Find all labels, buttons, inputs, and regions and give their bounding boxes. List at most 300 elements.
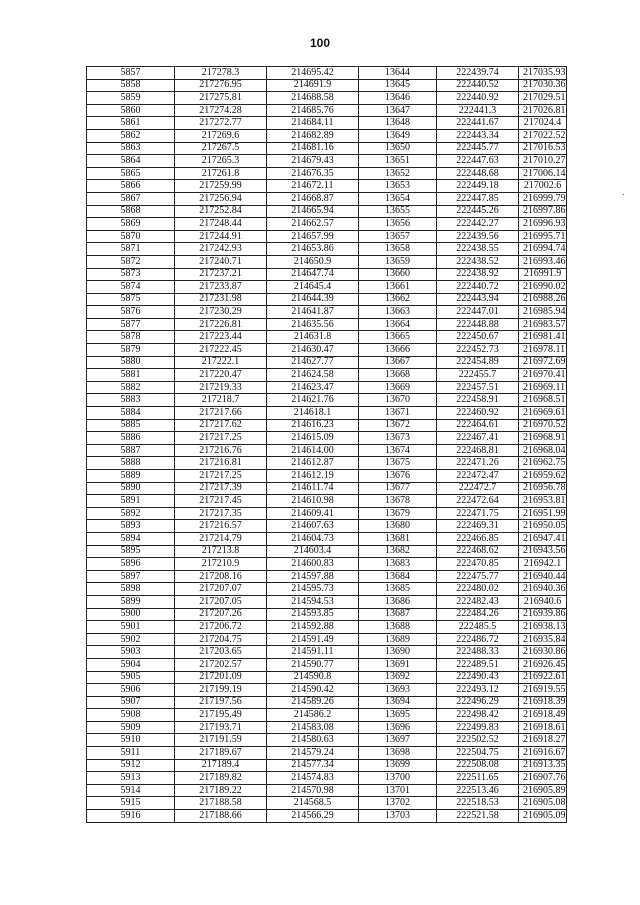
y-coordinate-b-cell: 216978.11	[519, 344, 567, 357]
coordinates-table-body	[87, 67, 567, 823]
x-coordinate-a-cell: 217252.84	[175, 205, 267, 218]
y-coordinate-b-cell: 216968.91	[519, 432, 567, 445]
y-coordinate-b-cell: 217026.81	[519, 104, 567, 117]
y-coordinate-a-cell: 214645.4	[267, 281, 359, 294]
table-row	[87, 495, 567, 508]
y-coordinate-a-cell: 214682.89	[267, 129, 359, 142]
x-coordinate-a-cell: 217217.25	[175, 470, 267, 483]
y-coordinate-a-cell: 214590.8	[267, 671, 359, 684]
point-number-b-cell: 13673	[359, 432, 437, 445]
table-row	[87, 129, 567, 142]
x-coordinate-b-cell: 222511.65	[437, 772, 519, 785]
table-row	[87, 621, 567, 634]
table-row	[87, 432, 567, 445]
table-row	[87, 293, 567, 306]
point-number-a-cell: 5892	[87, 507, 175, 520]
x-coordinate-a-cell: 217259.99	[175, 180, 267, 193]
x-coordinate-a-cell: 217207.05	[175, 595, 267, 608]
point-number-b-cell: 13672	[359, 419, 437, 432]
x-coordinate-a-cell: 217201.09	[175, 671, 267, 684]
x-coordinate-a-cell: 217210.9	[175, 558, 267, 571]
x-coordinate-b-cell: 222443.94	[437, 293, 519, 306]
point-number-a-cell: 5911	[87, 747, 175, 760]
x-coordinate-b-cell: 222504.75	[437, 747, 519, 760]
point-number-b-cell: 13652	[359, 167, 437, 180]
y-coordinate-b-cell: 216919.55	[519, 684, 567, 697]
point-number-a-cell: 5912	[87, 759, 175, 772]
point-number-b-cell: 13692	[359, 671, 437, 684]
point-number-a-cell: 5915	[87, 797, 175, 810]
table-row	[87, 671, 567, 684]
point-number-a-cell: 5881	[87, 369, 175, 382]
x-coordinate-b-cell: 222442.27	[437, 218, 519, 231]
y-coordinate-b-cell: 216996.93	[519, 218, 567, 231]
table-row	[87, 243, 567, 256]
y-coordinate-a-cell: 214615.09	[267, 432, 359, 445]
x-coordinate-b-cell: 222448.68	[437, 167, 519, 180]
y-coordinate-b-cell: 216970.41	[519, 369, 567, 382]
x-coordinate-a-cell: 217189.82	[175, 772, 267, 785]
x-coordinate-a-cell: 217189.67	[175, 747, 267, 760]
y-coordinate-a-cell: 214668.87	[267, 192, 359, 205]
point-number-b-cell: 13660	[359, 268, 437, 281]
x-coordinate-a-cell: 217244.91	[175, 230, 267, 243]
point-number-a-cell: 5910	[87, 734, 175, 747]
point-number-b-cell: 13648	[359, 117, 437, 130]
point-number-b-cell: 13650	[359, 142, 437, 155]
y-coordinate-a-cell: 214672.11	[267, 180, 359, 193]
table-row	[87, 381, 567, 394]
point-number-b-cell: 13659	[359, 255, 437, 268]
point-number-b-cell: 13695	[359, 709, 437, 722]
y-coordinate-a-cell: 214590.42	[267, 684, 359, 697]
point-number-b-cell: 13644	[359, 67, 437, 80]
x-coordinate-a-cell: 217222.1	[175, 356, 267, 369]
point-number-b-cell: 13667	[359, 356, 437, 369]
point-number-b-cell: 13675	[359, 457, 437, 470]
point-number-a-cell: 5913	[87, 772, 175, 785]
y-coordinate-b-cell: 217030.36	[519, 79, 567, 92]
x-coordinate-b-cell: 222485.5	[437, 621, 519, 634]
point-number-a-cell: 5909	[87, 721, 175, 734]
y-coordinate-b-cell: 217002.6	[519, 180, 567, 193]
y-coordinate-a-cell: 214621.76	[267, 394, 359, 407]
point-number-a-cell: 5867	[87, 192, 175, 205]
x-coordinate-a-cell: 217223.44	[175, 331, 267, 344]
y-coordinate-b-cell: 216926.45	[519, 658, 567, 671]
table-row	[87, 696, 567, 709]
table-row	[87, 507, 567, 520]
y-coordinate-b-cell: 216951.99	[519, 507, 567, 520]
x-coordinate-b-cell: 222513.46	[437, 784, 519, 797]
point-number-a-cell: 5890	[87, 482, 175, 495]
point-number-a-cell: 5861	[87, 117, 175, 130]
y-coordinate-b-cell: 216968.04	[519, 444, 567, 457]
y-coordinate-b-cell: 216940.36	[519, 583, 567, 596]
table-row	[87, 318, 567, 331]
y-coordinate-b-cell: 216953.81	[519, 495, 567, 508]
y-coordinate-a-cell: 214685.76	[267, 104, 359, 117]
table-row	[87, 79, 567, 92]
x-coordinate-b-cell: 222467.41	[437, 432, 519, 445]
point-number-a-cell: 5862	[87, 129, 175, 142]
point-number-b-cell: 13649	[359, 129, 437, 142]
table-row	[87, 532, 567, 545]
table-row	[87, 558, 567, 571]
y-coordinate-b-cell: 216922.61	[519, 671, 567, 684]
x-coordinate-b-cell: 222460.92	[437, 407, 519, 420]
x-coordinate-a-cell: 217206.72	[175, 621, 267, 634]
table-row	[87, 356, 567, 369]
x-coordinate-a-cell: 217214.79	[175, 532, 267, 545]
point-number-a-cell: 5863	[87, 142, 175, 155]
y-coordinate-a-cell: 214574.83	[267, 772, 359, 785]
point-number-a-cell: 5899	[87, 595, 175, 608]
table-row	[87, 797, 567, 810]
x-coordinate-a-cell: 217216.76	[175, 444, 267, 457]
y-coordinate-b-cell: 217024.4	[519, 117, 567, 130]
x-coordinate-a-cell: 217265.3	[175, 155, 267, 168]
point-number-b-cell: 13664	[359, 318, 437, 331]
point-number-a-cell: 5868	[87, 205, 175, 218]
y-coordinate-a-cell: 214611.74	[267, 482, 359, 495]
x-coordinate-a-cell: 217220.47	[175, 369, 267, 382]
table-row	[87, 444, 567, 457]
y-coordinate-a-cell: 214650.9	[267, 255, 359, 268]
y-coordinate-a-cell: 214589.26	[267, 696, 359, 709]
y-coordinate-b-cell: 216988.26	[519, 293, 567, 306]
x-coordinate-b-cell: 222448.88	[437, 318, 519, 331]
point-number-b-cell: 13656	[359, 218, 437, 231]
point-number-b-cell: 13676	[359, 470, 437, 483]
y-coordinate-a-cell: 214635.56	[267, 318, 359, 331]
x-coordinate-a-cell: 217256.94	[175, 192, 267, 205]
x-coordinate-b-cell: 222445.26	[437, 205, 519, 218]
x-coordinate-b-cell: 222441.67	[437, 117, 519, 130]
point-number-a-cell: 5872	[87, 255, 175, 268]
y-coordinate-a-cell: 214566.29	[267, 810, 359, 823]
point-number-b-cell: 13703	[359, 810, 437, 823]
y-coordinate-a-cell: 214604.73	[267, 532, 359, 545]
point-number-a-cell: 5896	[87, 558, 175, 571]
x-coordinate-a-cell: 217274.28	[175, 104, 267, 117]
point-number-b-cell: 13651	[359, 155, 437, 168]
y-coordinate-a-cell: 214593.85	[267, 608, 359, 621]
x-coordinate-b-cell: 222454.89	[437, 356, 519, 369]
y-coordinate-b-cell: 216985.94	[519, 306, 567, 319]
table-row	[87, 721, 567, 734]
y-coordinate-b-cell: 216918.27	[519, 734, 567, 747]
y-coordinate-b-cell: 216956.78	[519, 482, 567, 495]
point-number-a-cell: 5904	[87, 658, 175, 671]
point-number-a-cell: 5883	[87, 394, 175, 407]
point-number-b-cell: 13654	[359, 192, 437, 205]
table-row	[87, 369, 567, 382]
y-coordinate-a-cell: 214586.2	[267, 709, 359, 722]
x-coordinate-b-cell: 222499.83	[437, 721, 519, 734]
y-coordinate-a-cell: 214609.41	[267, 507, 359, 520]
table-row	[87, 218, 567, 231]
table-row	[87, 595, 567, 608]
point-number-b-cell: 13661	[359, 281, 437, 294]
x-coordinate-a-cell: 217193.71	[175, 721, 267, 734]
y-coordinate-a-cell: 214612.19	[267, 470, 359, 483]
table-row	[87, 570, 567, 583]
y-coordinate-b-cell: 216972.69	[519, 356, 567, 369]
x-coordinate-b-cell: 222496.29	[437, 696, 519, 709]
y-coordinate-a-cell: 214627.77	[267, 356, 359, 369]
table-row	[87, 67, 567, 80]
point-number-b-cell: 13691	[359, 658, 437, 671]
x-coordinate-b-cell: 222455.7	[437, 369, 519, 382]
y-coordinate-a-cell: 214695.42	[267, 67, 359, 80]
y-coordinate-a-cell: 214590.77	[267, 658, 359, 671]
point-number-a-cell: 5866	[87, 180, 175, 193]
y-coordinate-b-cell: 216994.74	[519, 243, 567, 256]
x-coordinate-a-cell: 217231.98	[175, 293, 267, 306]
x-coordinate-b-cell: 222518.53	[437, 797, 519, 810]
y-coordinate-a-cell: 214600.83	[267, 558, 359, 571]
table-row	[87, 457, 567, 470]
point-number-b-cell: 13655	[359, 205, 437, 218]
y-coordinate-a-cell: 214657.99	[267, 230, 359, 243]
x-coordinate-b-cell: 222493.12	[437, 684, 519, 697]
y-coordinate-a-cell: 214618.1	[267, 407, 359, 420]
y-coordinate-a-cell: 214653.86	[267, 243, 359, 256]
y-coordinate-a-cell: 214630.47	[267, 344, 359, 357]
table-row	[87, 633, 567, 646]
point-number-b-cell: 13694	[359, 696, 437, 709]
point-number-b-cell: 13679	[359, 507, 437, 520]
point-number-a-cell: 5889	[87, 470, 175, 483]
x-coordinate-b-cell: 222521.58	[437, 810, 519, 823]
point-number-a-cell: 5869	[87, 218, 175, 231]
point-number-a-cell: 5908	[87, 709, 175, 722]
y-coordinate-a-cell: 214568.5	[267, 797, 359, 810]
point-number-a-cell: 5878	[87, 331, 175, 344]
y-coordinate-a-cell: 214607.63	[267, 520, 359, 533]
x-coordinate-b-cell: 222468.62	[437, 545, 519, 558]
x-coordinate-b-cell: 222482.43	[437, 595, 519, 608]
point-number-a-cell: 5860	[87, 104, 175, 117]
point-number-b-cell: 13687	[359, 608, 437, 621]
x-coordinate-b-cell: 222471.75	[437, 507, 519, 520]
table-row	[87, 142, 567, 155]
x-coordinate-a-cell: 217191.59	[175, 734, 267, 747]
table-row	[87, 482, 567, 495]
y-coordinate-b-cell: 216962.75	[519, 457, 567, 470]
point-number-a-cell: 5858	[87, 79, 175, 92]
y-coordinate-a-cell: 214570.98	[267, 784, 359, 797]
point-number-a-cell: 5857	[87, 67, 175, 80]
table-row	[87, 394, 567, 407]
point-number-b-cell: 13663	[359, 306, 437, 319]
table-row	[87, 155, 567, 168]
y-coordinate-a-cell: 214665.94	[267, 205, 359, 218]
x-coordinate-a-cell: 217269.6	[175, 129, 267, 142]
point-number-b-cell: 13689	[359, 633, 437, 646]
y-coordinate-b-cell: 216930.86	[519, 646, 567, 659]
y-coordinate-b-cell: 216913.35	[519, 759, 567, 772]
x-coordinate-a-cell: 217275.81	[175, 92, 267, 105]
point-number-b-cell: 13681	[359, 532, 437, 545]
x-coordinate-a-cell: 217189.4	[175, 759, 267, 772]
page-number: 100	[309, 36, 331, 50]
x-coordinate-b-cell: 222438.52	[437, 255, 519, 268]
y-coordinate-a-cell: 214610.98	[267, 495, 359, 508]
x-coordinate-b-cell: 222490.43	[437, 671, 519, 684]
point-number-b-cell: 13683	[359, 558, 437, 571]
point-number-a-cell: 5877	[87, 318, 175, 331]
table-row	[87, 608, 567, 621]
y-coordinate-b-cell: 216999.79	[519, 192, 567, 205]
point-number-b-cell: 13665	[359, 331, 437, 344]
point-number-a-cell: 5871	[87, 243, 175, 256]
y-coordinate-b-cell: 216997.86	[519, 205, 567, 218]
y-coordinate-a-cell: 214579.24	[267, 747, 359, 760]
table-row	[87, 344, 567, 357]
x-coordinate-b-cell: 222445.77	[437, 142, 519, 155]
y-coordinate-a-cell: 214616.23	[267, 419, 359, 432]
y-coordinate-b-cell: 216918.61	[519, 721, 567, 734]
x-coordinate-b-cell: 222484.26	[437, 608, 519, 621]
y-coordinate-b-cell: 216916.67	[519, 747, 567, 760]
y-coordinate-a-cell: 214594.53	[267, 595, 359, 608]
y-coordinate-b-cell: 216918.49	[519, 709, 567, 722]
x-coordinate-a-cell: 217248.44	[175, 218, 267, 231]
point-number-a-cell: 5897	[87, 570, 175, 583]
point-number-a-cell: 5895	[87, 545, 175, 558]
point-number-a-cell: 5906	[87, 684, 175, 697]
x-coordinate-b-cell: 222469.31	[437, 520, 519, 533]
y-coordinate-a-cell: 214688.58	[267, 92, 359, 105]
table-row	[87, 230, 567, 243]
x-coordinate-b-cell: 222439.56	[437, 230, 519, 243]
y-coordinate-b-cell: 216993.46	[519, 255, 567, 268]
point-number-a-cell: 5865	[87, 167, 175, 180]
x-coordinate-a-cell: 217207.26	[175, 608, 267, 621]
y-coordinate-b-cell: 217022.52	[519, 129, 567, 142]
x-coordinate-a-cell: 217216.57	[175, 520, 267, 533]
point-number-a-cell: 5859	[87, 92, 175, 105]
x-coordinate-a-cell: 217233.87	[175, 281, 267, 294]
y-coordinate-b-cell: 217006.14	[519, 167, 567, 180]
point-number-b-cell: 13674	[359, 444, 437, 457]
y-coordinate-a-cell: 214591.49	[267, 633, 359, 646]
table-row	[87, 117, 567, 130]
y-coordinate-b-cell: 217029.51	[519, 92, 567, 105]
point-number-a-cell: 5885	[87, 419, 175, 432]
point-number-a-cell: 5902	[87, 633, 175, 646]
y-coordinate-a-cell: 214624.58	[267, 369, 359, 382]
x-coordinate-a-cell: 217197.56	[175, 696, 267, 709]
x-coordinate-b-cell: 222472.7	[437, 482, 519, 495]
y-coordinate-a-cell: 214614.00	[267, 444, 359, 457]
x-coordinate-a-cell: 217276.95	[175, 79, 267, 92]
y-coordinate-a-cell: 214681.16	[267, 142, 359, 155]
y-coordinate-b-cell: 216968.51	[519, 394, 567, 407]
point-number-a-cell: 5901	[87, 621, 175, 634]
y-coordinate-b-cell: 216981.41	[519, 331, 567, 344]
y-coordinate-a-cell: 214577.34	[267, 759, 359, 772]
point-number-a-cell: 5886	[87, 432, 175, 445]
x-coordinate-a-cell: 217207.07	[175, 583, 267, 596]
y-coordinate-b-cell: 216969.11	[519, 381, 567, 394]
y-coordinate-a-cell: 214676.35	[267, 167, 359, 180]
table-row	[87, 520, 567, 533]
x-coordinate-a-cell: 217219.33	[175, 381, 267, 394]
x-coordinate-b-cell: 222457.51	[437, 381, 519, 394]
x-coordinate-b-cell: 222508.08	[437, 759, 519, 772]
x-coordinate-a-cell: 217230.29	[175, 306, 267, 319]
x-coordinate-b-cell: 222450.67	[437, 331, 519, 344]
point-number-b-cell: 13662	[359, 293, 437, 306]
table-row	[87, 734, 567, 747]
x-coordinate-b-cell: 222438.55	[437, 243, 519, 256]
y-coordinate-a-cell: 214679.43	[267, 155, 359, 168]
point-number-a-cell: 5880	[87, 356, 175, 369]
point-number-b-cell: 13701	[359, 784, 437, 797]
x-coordinate-a-cell: 217195.49	[175, 709, 267, 722]
y-coordinate-a-cell: 214580.63	[267, 734, 359, 747]
point-number-a-cell: 5893	[87, 520, 175, 533]
y-coordinate-a-cell: 214612.87	[267, 457, 359, 470]
x-coordinate-a-cell: 217208.16	[175, 570, 267, 583]
point-number-a-cell: 5888	[87, 457, 175, 470]
y-coordinate-a-cell: 214641.87	[267, 306, 359, 319]
x-coordinate-a-cell: 217218.7	[175, 394, 267, 407]
point-number-b-cell: 13668	[359, 369, 437, 382]
point-number-a-cell: 5903	[87, 646, 175, 659]
x-coordinate-b-cell: 222488.33	[437, 646, 519, 659]
point-number-b-cell: 13682	[359, 545, 437, 558]
table-row	[87, 810, 567, 823]
table-row	[87, 331, 567, 344]
point-number-b-cell: 13693	[359, 684, 437, 697]
y-coordinate-b-cell: 216940.6	[519, 595, 567, 608]
x-coordinate-a-cell: 217199.19	[175, 684, 267, 697]
y-coordinate-b-cell: 217016.53	[519, 142, 567, 155]
y-coordinate-b-cell: 217010.27	[519, 155, 567, 168]
point-number-a-cell: 5876	[87, 306, 175, 319]
y-coordinate-a-cell: 214631.8	[267, 331, 359, 344]
x-coordinate-b-cell: 222438.92	[437, 268, 519, 281]
x-coordinate-b-cell: 222471.26	[437, 457, 519, 470]
y-coordinate-a-cell: 214691.9	[267, 79, 359, 92]
x-coordinate-a-cell: 217204.75	[175, 633, 267, 646]
y-coordinate-b-cell: 216940.44	[519, 570, 567, 583]
point-number-a-cell: 5879	[87, 344, 175, 357]
point-number-a-cell: 5894	[87, 532, 175, 545]
x-coordinate-a-cell: 217188.66	[175, 810, 267, 823]
x-coordinate-b-cell: 222447.01	[437, 306, 519, 319]
x-coordinate-a-cell: 217189.22	[175, 784, 267, 797]
point-number-a-cell: 5870	[87, 230, 175, 243]
y-coordinate-a-cell: 214603.4	[267, 545, 359, 558]
x-coordinate-b-cell: 222470.85	[437, 558, 519, 571]
point-number-b-cell: 13671	[359, 407, 437, 420]
x-coordinate-a-cell: 217202.57	[175, 658, 267, 671]
x-coordinate-a-cell: 217272.77	[175, 117, 267, 130]
table-row	[87, 545, 567, 558]
y-coordinate-a-cell: 214583.08	[267, 721, 359, 734]
y-coordinate-b-cell: 217035.93	[519, 67, 567, 80]
point-number-b-cell: 13688	[359, 621, 437, 634]
point-number-b-cell: 13680	[359, 520, 437, 533]
y-coordinate-b-cell: 216970.52	[519, 419, 567, 432]
table-row	[87, 747, 567, 760]
table-row	[87, 709, 567, 722]
